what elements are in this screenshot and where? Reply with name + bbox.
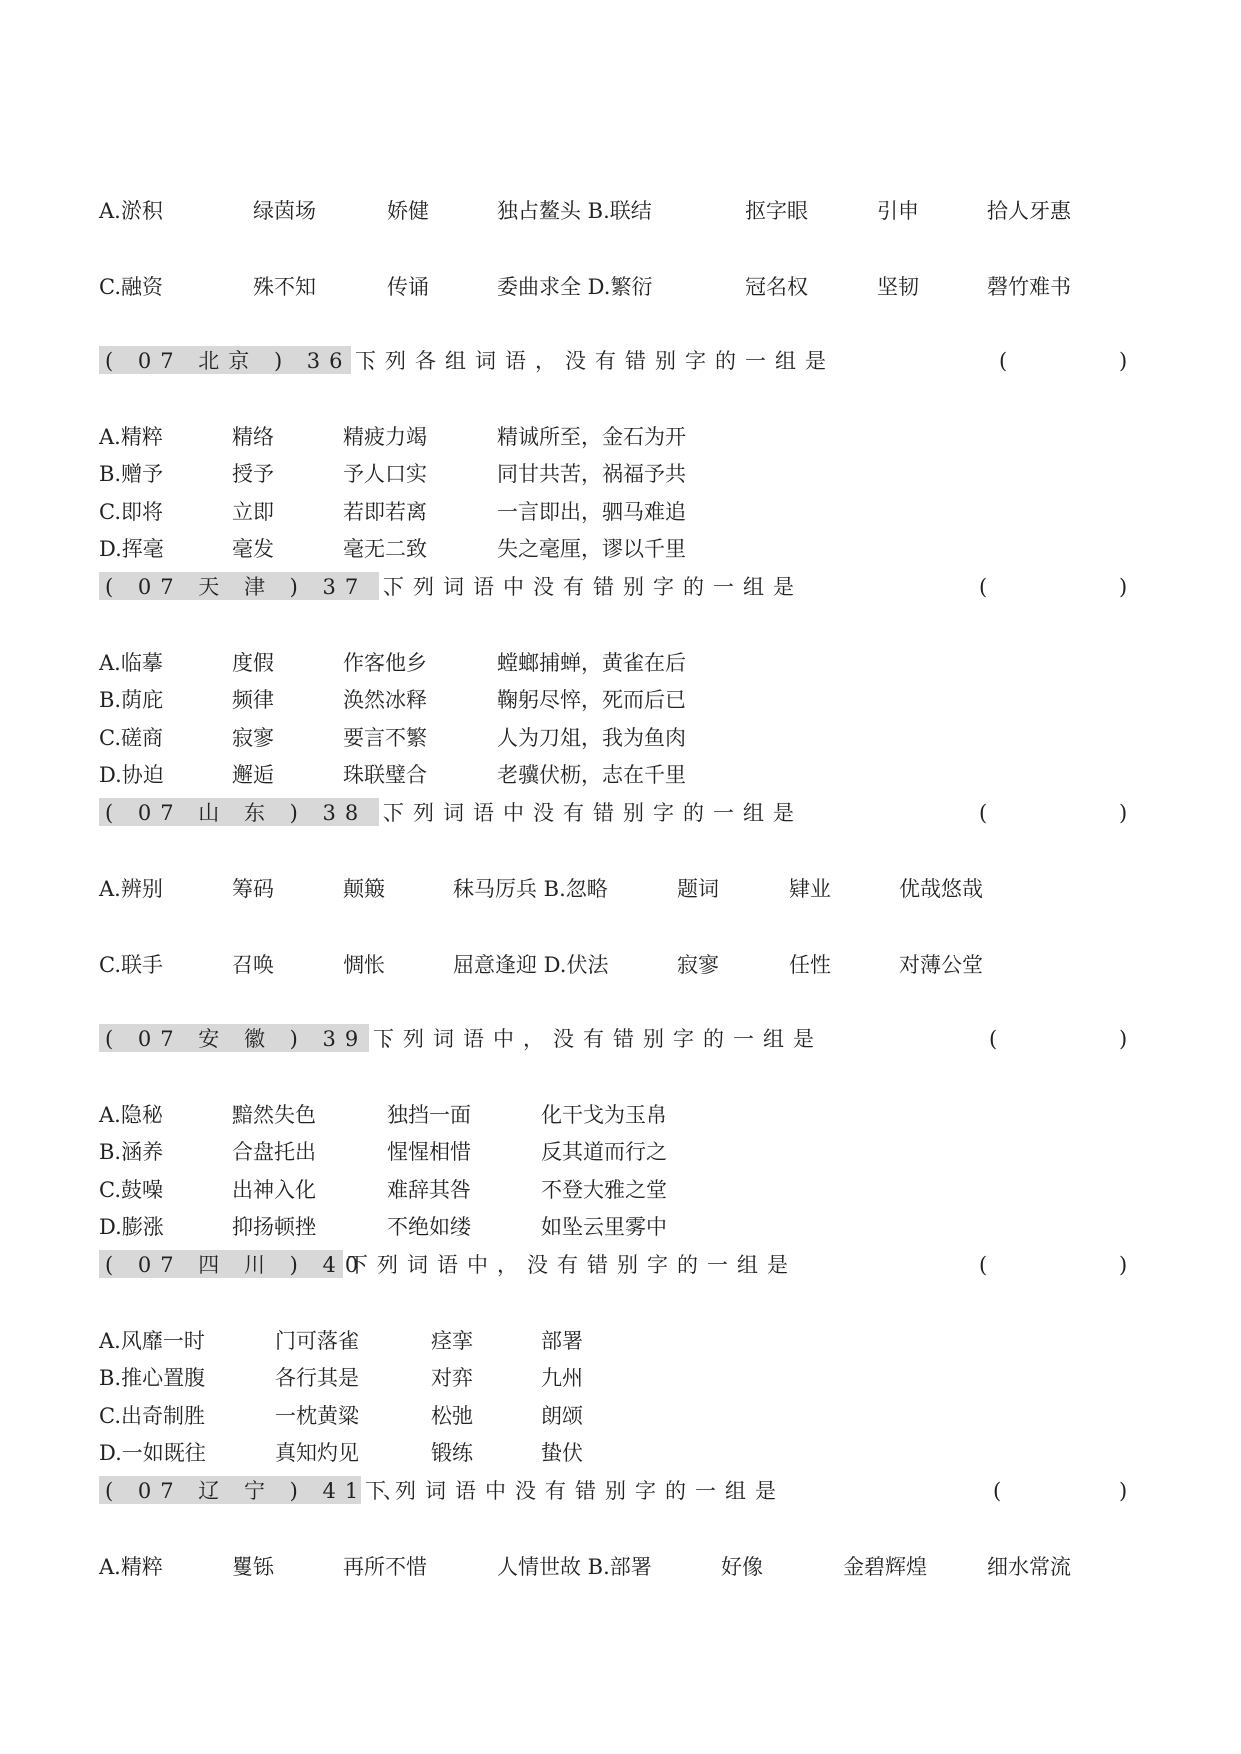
question-source-tag: ( 07 北京 ) 36 、: [99, 346, 351, 374]
option-text: D.一如既往: [99, 1441, 206, 1465]
option-text: C.磋商: [99, 726, 163, 750]
option-text: 惆怅: [343, 953, 385, 977]
question-source-tag: ( 07 天 津 ) 37 、: [99, 572, 379, 600]
option-text: D.协迫: [99, 763, 164, 787]
option-text: 朗颂: [541, 1404, 583, 1428]
option-text: C.鼓噪: [99, 1178, 163, 1202]
option-text: C.联手: [99, 953, 163, 977]
question-header: [99, 572, 1139, 602]
option-text: 人情世故 B.部署: [497, 1555, 652, 1579]
option-text: 老骥伏枥，志在千里: [497, 763, 686, 787]
question-stem: 下列词语中没有错别字的一组是: [383, 801, 803, 825]
option-text: 同甘共苦，祸福予共: [497, 462, 686, 486]
option-text: 痉挛: [431, 1329, 473, 1353]
option-text: 九州: [541, 1366, 583, 1390]
option-text: A.隐秘: [99, 1103, 163, 1127]
option-text: 精络: [232, 425, 274, 449]
option-text: 对弈: [431, 1366, 473, 1390]
option-text: 不绝如缕: [387, 1215, 471, 1239]
option-text: B.推心置腹: [99, 1366, 206, 1390]
option-text: 邂逅: [232, 763, 274, 787]
question-source-tag: ( 07 安 徽 ) 39 、: [99, 1024, 369, 1052]
question-header: [99, 1476, 1139, 1506]
option-text: 秣马厉兵 B.忽略: [453, 877, 608, 901]
option-text: 召唤: [232, 953, 274, 977]
question-header: [99, 798, 1139, 828]
option-text: A.辨别: [99, 877, 163, 901]
option-text: 蛰伏: [541, 1441, 583, 1465]
option-text: 如坠云里雾中: [541, 1215, 667, 1239]
option-text: 引申: [877, 199, 919, 223]
option-text: 抑扬顿挫: [232, 1215, 316, 1239]
option-text: 对薄公堂: [899, 953, 983, 977]
option-text: 传诵: [387, 275, 429, 299]
option-text: 锻练: [431, 1441, 473, 1465]
option-text: C.出奇制胜: [99, 1404, 205, 1428]
option-text: 磬竹难书: [987, 275, 1071, 299]
option-text: 各行其是: [275, 1366, 359, 1390]
option-text: 再所不惜: [343, 1555, 427, 1579]
option-text: 反其道而行之: [541, 1140, 667, 1164]
question-source-tag: ( 07 四 川 ) 40: [99, 1250, 343, 1278]
answer-paren-right: ): [1119, 1253, 1128, 1277]
option-text: 矍铄: [232, 1555, 274, 1579]
option-text: 颠簸: [343, 877, 385, 901]
option-text: 题词: [677, 877, 719, 901]
option-text: 涣然冰释: [343, 688, 427, 712]
option-text: 精疲力竭: [343, 425, 427, 449]
question-stem: 下列词语中没有错别字的一组是: [365, 1479, 785, 1503]
option-text: 好像: [721, 1555, 763, 1579]
option-text: A.精粹: [99, 425, 163, 449]
option-text: 抠字眼: [745, 199, 808, 223]
option-text: 频律: [232, 688, 274, 712]
answer-paren-right: ): [1119, 1027, 1128, 1051]
answer-paren-left: (: [999, 349, 1008, 373]
option-text: D.挥毫: [99, 537, 164, 561]
answer-paren-right: ): [1119, 349, 1128, 373]
option-text: 绿茵场: [253, 199, 316, 223]
option-text: 冠名权: [745, 275, 808, 299]
answer-paren-right: ): [1119, 801, 1128, 825]
question-header: [99, 1024, 1139, 1054]
answer-paren-left: (: [989, 1027, 998, 1051]
option-text: 失之毫厘，谬以千里: [497, 537, 686, 561]
option-text: 精诚所至，金石为开: [497, 425, 686, 449]
option-text: 不登大雅之堂: [541, 1178, 667, 1202]
option-text: 委曲求全 D.繁衍: [497, 275, 653, 299]
option-text: 任性: [789, 953, 831, 977]
question-source-tag: ( 07 山 东 ) 38 、: [99, 798, 379, 826]
answer-paren-left: (: [993, 1479, 1002, 1503]
option-text: 予人口实: [343, 462, 427, 486]
option-text: 肄业: [789, 877, 831, 901]
option-text: 屈意逢迎 D.伏法: [453, 953, 609, 977]
option-text: 独挡一面: [387, 1103, 471, 1127]
option-text: D.膨涨: [99, 1215, 164, 1239]
option-text: 人为刀俎，我为鱼肉: [497, 726, 686, 750]
option-text: 优哉悠哉: [899, 877, 983, 901]
option-text: 合盘托出: [232, 1140, 316, 1164]
option-text: 化干戈为玉帛: [541, 1103, 667, 1127]
option-text: 鞠躬尽悴，死而后已: [497, 688, 686, 712]
option-text: C.融资: [99, 275, 163, 299]
option-text: 松弛: [431, 1404, 473, 1428]
answer-paren-right: ): [1119, 575, 1128, 599]
option-text: B.涵养: [99, 1140, 164, 1164]
option-text: 立即: [232, 500, 274, 524]
answer-paren-left: (: [979, 575, 988, 599]
option-text: 黯然失色: [232, 1103, 316, 1127]
question-header: [99, 1250, 1139, 1280]
option-text: 难辞其咎: [387, 1178, 471, 1202]
option-text: 一枕黄粱: [275, 1404, 359, 1428]
question-stem: 下列词语中，没有错别字的一组是: [347, 1253, 797, 1277]
option-text: 金碧辉煌: [843, 1555, 927, 1579]
option-text: 独占鳌头 B.联结: [497, 199, 652, 223]
option-text: 筹码: [232, 877, 274, 901]
question-stem: 下列各组词语，没有错别字的一组是: [355, 349, 835, 373]
question-stem: 下列词语中没有错别字的一组是: [383, 575, 803, 599]
option-text: 作客他乡: [343, 651, 427, 675]
option-text: 度假: [232, 651, 274, 675]
option-text: 螳螂捕蝉，黄雀在后: [497, 651, 686, 675]
option-text: A.精粹: [99, 1555, 163, 1579]
option-text: 细水常流: [987, 1555, 1071, 1579]
option-text: 门可落雀: [275, 1329, 359, 1353]
option-text: 一言即出，驷马难追: [497, 500, 686, 524]
question-source-tag: ( 07 辽 宁 ) 41 、: [99, 1476, 361, 1504]
option-text: 惺惺相惜: [387, 1140, 471, 1164]
answer-paren-left: (: [979, 1253, 988, 1277]
question-header: [99, 346, 1139, 376]
question-stem: 下列词语中，没有错别字的一组是: [373, 1027, 823, 1051]
option-text: 部署: [541, 1329, 583, 1353]
option-text: 授予: [232, 462, 274, 486]
answer-paren-left: (: [979, 801, 988, 825]
option-text: 珠联璧合: [343, 763, 427, 787]
option-text: 寂寥: [232, 726, 274, 750]
option-text: 真知灼见: [275, 1441, 359, 1465]
option-text: 出神入化: [232, 1178, 316, 1202]
option-text: A.淤积: [99, 199, 163, 223]
option-text: B.荫庇: [99, 688, 164, 712]
option-text: C.即将: [99, 500, 163, 524]
option-text: 要言不繁: [343, 726, 427, 750]
answer-paren-right: ): [1119, 1479, 1128, 1503]
option-text: A.临摹: [99, 651, 163, 675]
option-text: 拾人牙惠: [987, 199, 1071, 223]
option-text: 殊不知: [253, 275, 316, 299]
option-text: A.风靡一时: [99, 1329, 205, 1353]
option-text: 若即若离: [343, 500, 427, 524]
option-text: 寂寥: [677, 953, 719, 977]
option-text: 毫无二致: [343, 537, 427, 561]
option-text: 坚韧: [877, 275, 919, 299]
option-text: 娇健: [387, 199, 429, 223]
option-text: B.赠予: [99, 462, 164, 486]
option-text: 毫发: [232, 537, 274, 561]
